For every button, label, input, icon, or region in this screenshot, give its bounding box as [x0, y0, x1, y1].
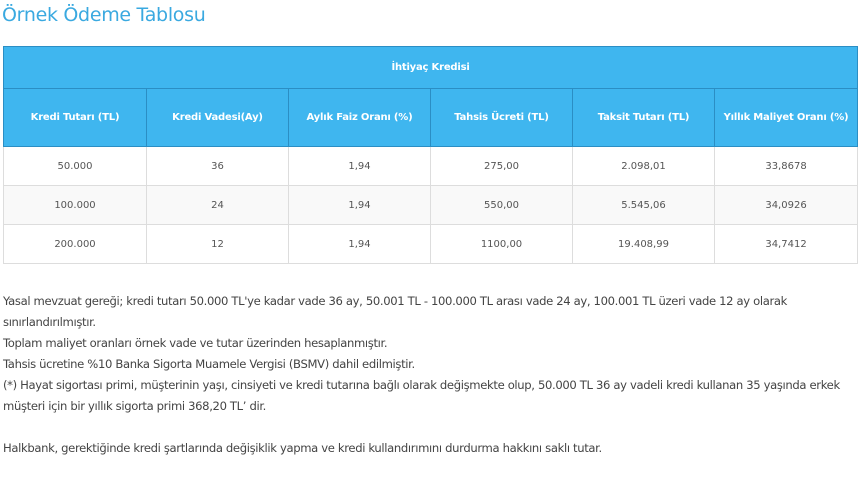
cell-loan-term: 24 [147, 186, 289, 225]
column-header-monthly-rate: Aylık Faiz Oranı (%) [289, 89, 431, 147]
cell-installment: 2.098,01 [573, 147, 715, 186]
cell-monthly-rate: 1,94 [289, 186, 431, 225]
cell-installment: 5.545,06 [573, 186, 715, 225]
note-cost-rates: Toplam maliyet oranları örnek vade ve tutar üzerinden hesaplanmıştır. [3, 336, 388, 350]
cell-annual-cost-rate: 34,0926 [715, 186, 858, 225]
column-header-loan-term: Kredi Vadesi(Ay) [147, 89, 289, 147]
cell-installment: 19.408,99 [573, 225, 715, 264]
note-legal-limits: Yasal mevzuat gereği; kredi tutarı 50.000 TL'ye kadar vade 36 ay, 50.001 TL - 100.000 TL arası vade 24 ay, 100.001 TL üzeri vade 12 ay olarak sınırlandırılmıştır. [3, 294, 787, 329]
table-column-header-row [4, 89, 858, 147]
cell-annual-cost-rate: 33,8678 [715, 147, 858, 186]
cell-allocation-fee: 550,00 [431, 186, 573, 225]
table-group-header: İhtiyaç Kredisi [4, 47, 858, 89]
note-bsmv: Tahsis ücretine %10 Banka Sigorta Muamele Vergisi (BSMV) dahil edilmiştir. [3, 357, 415, 371]
cell-loan-amount: 50.000 [4, 147, 147, 186]
note-disclaimer: Halkbank, gerektiğinde kredi şartlarında değişiklik yapma ve kredi kullandırımını durdurma hakkını saklı tutar. [3, 441, 602, 455]
cell-loan-amount: 200.000 [4, 225, 147, 264]
notes-section [3, 291, 848, 459]
cell-allocation-fee: 275,00 [431, 147, 573, 186]
cell-loan-term: 12 [147, 225, 289, 264]
table-row [4, 225, 858, 264]
column-header-allocation-fee: Tahsis Ücreti (TL) [431, 89, 573, 147]
payment-table [3, 46, 858, 264]
column-header-installment: Taksit Tutarı (TL) [573, 89, 715, 147]
cell-loan-term: 36 [147, 147, 289, 186]
table-group-header-row [4, 47, 858, 89]
column-header-annual-cost-rate: Yıllık Maliyet Oranı (%) [715, 89, 858, 147]
cell-allocation-fee: 1100,00 [431, 225, 573, 264]
table-row [4, 147, 858, 186]
spacer [3, 417, 848, 438]
column-header-loan-amount: Kredi Tutarı (TL) [4, 89, 147, 147]
cell-loan-amount: 100.000 [4, 186, 147, 225]
cell-monthly-rate: 1,94 [289, 225, 431, 264]
page-title: Örnek Ödeme Tablosu [2, 4, 206, 26]
note-insurance: (*) Hayat sigortası primi, müşterinin yaşı, cinsiyeti ve kredi tutarına bağlı olarak değişmekte olup, 50.000 TL 36 ay vadeli kredi kullanan 35 yaşında erkek müşteri için bir yıllık sigorta primi 368,20 TL’ dir. [3, 378, 840, 413]
cell-monthly-rate: 1,94 [289, 147, 431, 186]
cell-annual-cost-rate: 34,7412 [715, 225, 858, 264]
table-row [4, 186, 858, 225]
